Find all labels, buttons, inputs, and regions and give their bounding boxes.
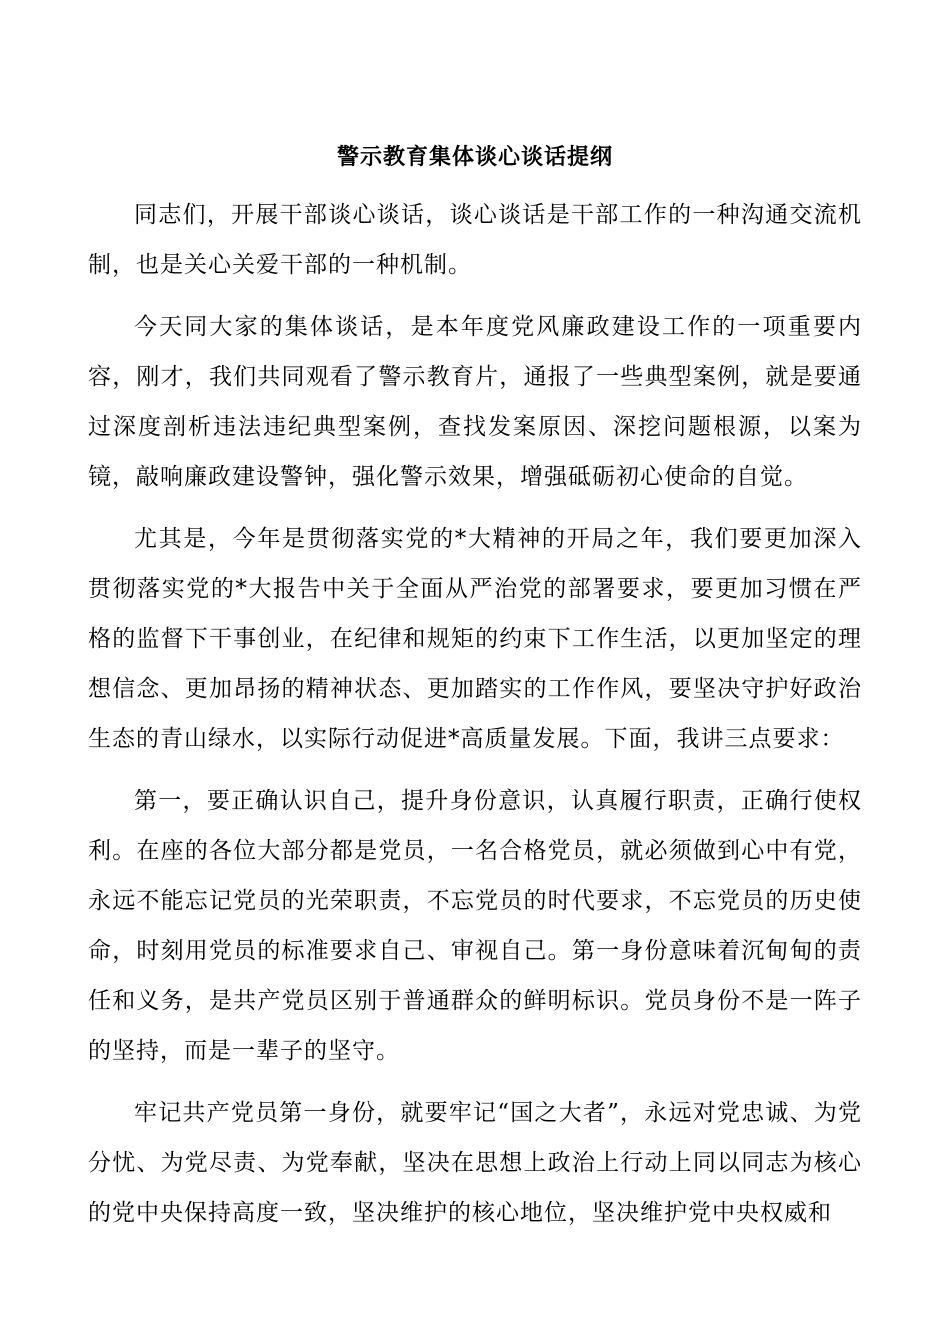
paragraph: 今天同大家的集体谈话，是本年度党风廉政建设工作的一项重要内容，刚才，我们共同观看了警示教育片，通报了一些典型案例，就是要通过深度剖析违法违纪典型案例，查找发案原因、深挖问题根源，以案为镜，敲响廉政建设警钟，强化警示效果，增强砥砺初心使命的自觉。 xyxy=(88,314,862,490)
paragraph: 第一，要正确认识自己，提升身份意识，认真履行职责，正确行使权利。在座的各位大部分都是党员，一名合格党员，就必须做到心中有党，永远不能忘记党员的光荣职责，不忘党员的时代要求，不忘党员的历史使命，时刻用党员的标准要求自己、审视自己。第一身份意味着沉甸甸的责任和义务，是共产党员区别于普通群众的鲜明标识。党员身份不是一阵子的坚持，而是一辈子的坚守。 xyxy=(88,788,862,1064)
paragraph: 牢记共产党员第一身份，就要牢记“国之大者”，永远对党忠诚、为党分忧、为党尽责、为党奉献，坚决在思想上政治上行动上同以同志为核心的党中央保持高度一致，坚决维护的核心地位，坚决维护党中央权威和 xyxy=(88,1100,862,1226)
document-title: 警示教育集体谈心谈话提纲 xyxy=(336,144,613,170)
paragraph: 尤其是，今年是贯彻落实党的*大精神的开局之年，我们要更加深入贯彻落实党的*大报告中关于全面从严治党的部署要求，要更加习惯在严格的监督下干事创业，在纪律和规矩的约束下工作生活，以更加坚定的理想信念、更加昂扬的精神状态、更加踏实的工作作风，要坚决守护好政治生态的青山绿水，以实际行动促进*高质量发展。下面，我讲三点要求： xyxy=(88,526,862,752)
paragraph: 同志们，开展干部谈心谈话，谈心谈话是干部工作的一种沟通交流机制，也是关心关爱干部的一种机制。 xyxy=(88,202,862,278)
document-body xyxy=(88,190,862,1250)
